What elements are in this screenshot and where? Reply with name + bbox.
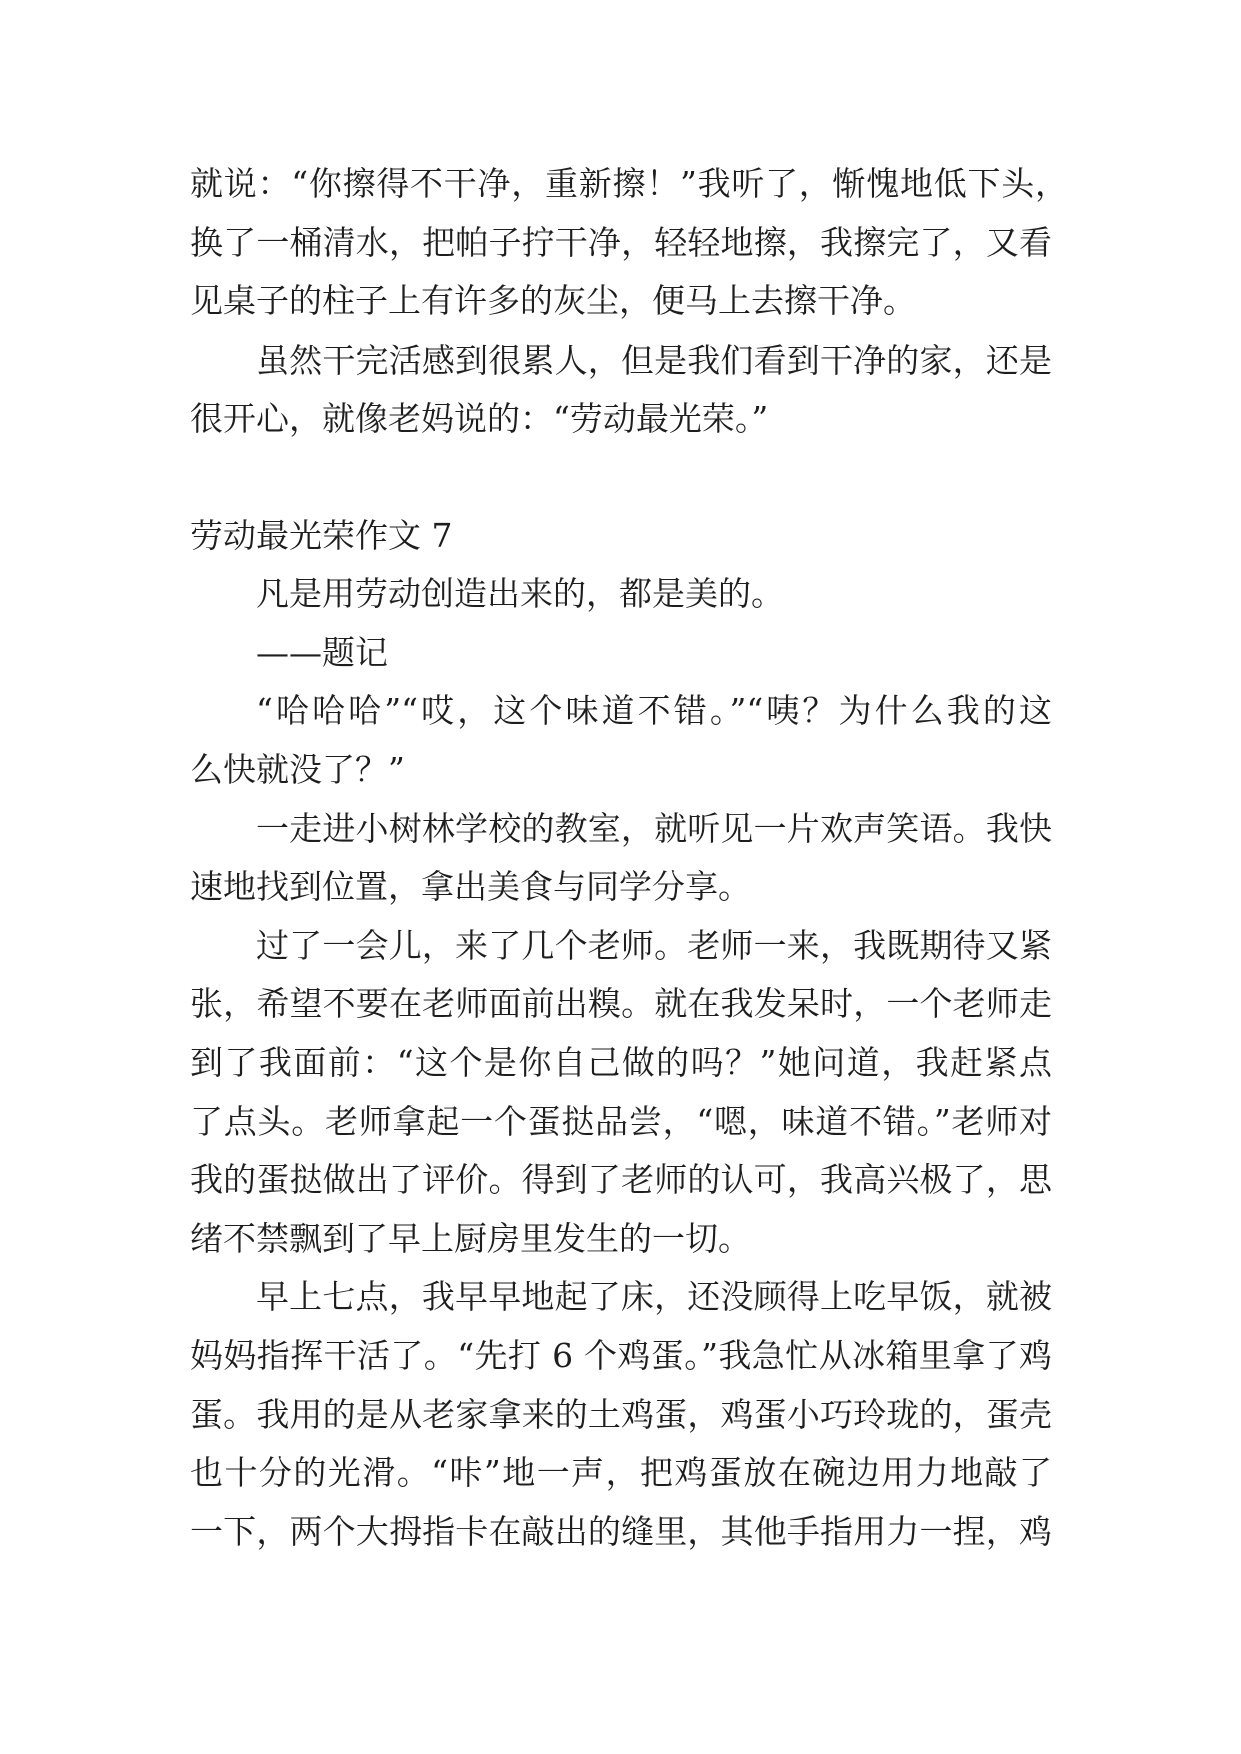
paragraph-line: “哈哈哈”“哎，这个味道不错。”“咦？为什么我的这 [256,691,1052,730]
paragraph-line: 换了一桶清水，把帕子拧干净，轻轻地擦，我擦完了，又看 [190,223,1052,262]
paragraph-line: 见桌子的柱子上有许多的灰尘，便马上去擦干净。 [190,281,916,320]
paragraph-line: 一下，两个大拇指卡在敲出的缝里，其他手指用力一捏，鸡 [190,1512,1052,1551]
paragraph-line: 过了一会儿，来了几个老师。老师一来，我既期待又紧 [256,926,1052,965]
paragraph-line: 速地找到位置，拿出美食与同学分享。 [190,867,751,906]
paragraph-line: 了点头。老师拿起一个蛋挞品尝，“嗯，味道不错。”老师对 [190,1102,1052,1141]
paragraph-line: 我的蛋挞做出了评价。得到了老师的认可，我高兴极了，思 [190,1160,1052,1199]
paragraph-line: 很开心，就像老妈说的：“劳动最光荣。” [190,399,769,438]
essay-title: 劳动最光荣作文 7 [190,516,453,555]
epigraph-attribution: ——题记 [256,633,388,672]
paragraph-line: 蛋。我用的是从老家拿来的土鸡蛋，鸡蛋小巧玲珑的，蛋壳 [190,1395,1052,1434]
paragraph-line: 绪不禁飘到了早上厨房里发生的一切。 [190,1219,751,1258]
paragraph-line: 张，希望不要在老师面前出糗。就在我发呆时，一个老师走 [190,984,1052,1023]
paragraph-line: 就说：“你擦得不干净，重新擦！”我听了，惭愧地低下头， [190,164,1068,203]
paragraph-line: 一走进小树林学校的教室，就听见一片欢声笑语。我快 [256,809,1052,848]
epigraph: 凡是用劳动创造出来的，都是美的。 [256,574,784,613]
paragraph-line: 妈妈指挥干活了。“先打 6 个鸡蛋。”我急忙从冰箱里拿了鸡 [190,1336,1052,1375]
paragraph-line: 到了我面前：“这个是你自己做的吗？”她问道，我赶紧点 [190,1043,1052,1082]
paragraph-line: 虽然干完活感到很累人，但是我们看到干净的家，还是 [256,341,1052,380]
paragraph-line: 早上七点，我早早地起了床，还没顾得上吃早饭，就被 [256,1277,1052,1316]
paragraph-line: 么快就没了？” [190,750,405,789]
paragraph-line: 也十分的光滑。“咔”地一声，把鸡蛋放在碗边用力地敲了 [190,1453,1052,1492]
